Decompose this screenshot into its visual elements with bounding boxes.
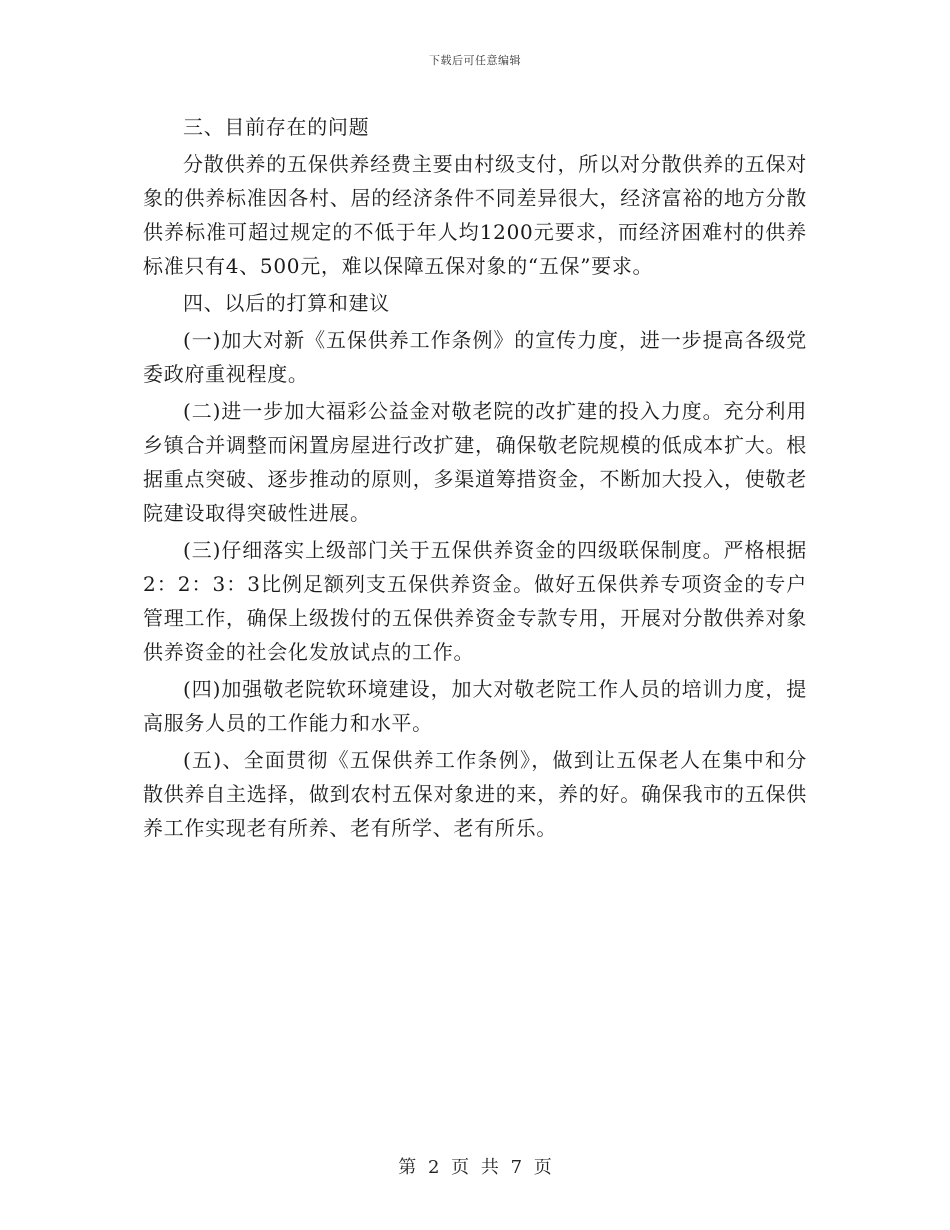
- paragraph-problem-description: 分散供养的五保供养经费主要由村级支付，所以对分散供养的五保对象的供养标准因各村、居的经济条件不同差异很大，经济富裕的地方分散供养标准可超过规定的不低于年人均1200元要求，而经济困难村的供养标准只有4、500元，难以保障五保对象的“五保”要求。: [143, 152, 807, 278]
- paragraph-suggestion-2: (二)进一步加大福彩公益金对敬老院的改扩建的投入力度。充分利用乡镇合并调整而闲置房屋进行改扩建，确保敬老院规模的低成本扩大。根据重点突破、逐步推动的原则，多渠道筹措资金，不断加大投入，使敬老院建设取得突破性进展。: [143, 399, 807, 525]
- paragraph-suggestion-4: (四)加强敬老院软环境建设，加大对敬老院工作人员的培训力度，提高服务人员的工作能力和水平。: [143, 677, 807, 735]
- section-heading-plans-suggestions: 四、以后的打算和建议: [183, 291, 390, 315]
- document-body: [143, 110, 807, 848]
- section-heading-current-problems: 三、目前存在的问题: [183, 115, 370, 139]
- header-note: 下载后可任意编辑: [429, 54, 521, 67]
- paragraph-suggestion-3: (三)仔细落实上级部门关于五保供养资金的四级联保制度。严格根据2：2：3：3比例足额列支五保供养资金。做好五保供养专项资金的专户管理工作，确保上级拨付的五保供养资金专款专用，开展对分散供养对象供养资金的社会化发放试点的工作。: [143, 538, 807, 664]
- paragraph-suggestion-1: (一)加大对新《五保供养工作条例》的宣传力度，进一步提高各级党委政府重视程度。: [143, 328, 807, 386]
- paragraph-suggestion-5: (五)、全面贯彻《五保供养工作条例》，做到让五保老人在集中和分散供养自主选择，做到农村五保对象进的来，养的好。确保我市的五保供养工作实现老有所养、老有所学、老有所乐。: [143, 748, 807, 840]
- page-number-footer: 第 2 页 共 7 页: [398, 1157, 552, 1178]
